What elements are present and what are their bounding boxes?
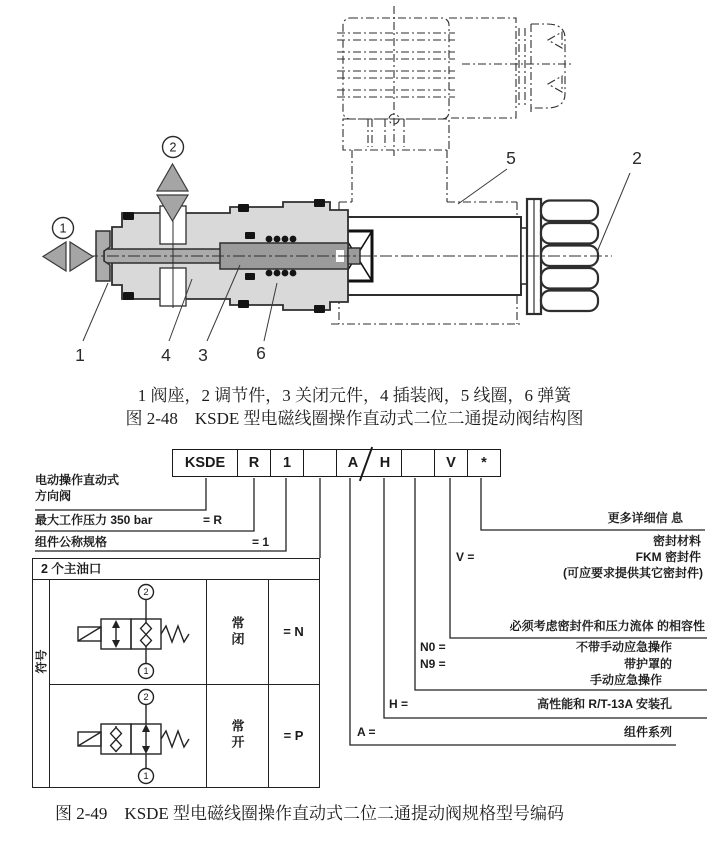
port-2-marker: 2 [169,140,177,155]
label-with-cover-line1: 带护罩的 [623,657,672,671]
callout-5: 5 [506,148,516,168]
label-with-cover-line2: 手动应急操作 [589,673,662,687]
callout-6: 6 [256,343,266,363]
code-a: A = [357,725,376,739]
code-1: = 1 [252,535,270,549]
port-1-marker: 1 [59,221,67,236]
symbol-table [32,558,320,788]
callout-1: 1 [75,345,85,365]
row-normally-open-name [206,684,268,786]
symbol-table-header: 2 个主油口 [41,562,102,576]
code-n0: N0 = [420,640,446,654]
label-max-pressure: 最大工作压力 350 bar [35,513,153,527]
poppet-diamonds [141,623,152,647]
label-component-series: 组件系列 [623,725,672,739]
code-box-a: A [336,450,369,476]
code-box-symbol [303,450,336,476]
hydraulic-symbol-normally-closed [51,583,204,682]
label-no-manual-override: 不带手动应急操作 [575,640,672,654]
symbol-port-2: 2 [143,587,149,599]
label-seal-optional: (可应要求提供其它密封件) [563,566,703,580]
symbol-port-1: 1 [143,771,149,783]
code-box-r: R [237,450,270,476]
figure-2-49-title: 图 2-49 KSDE 型电磁线圈操作直动式二位二通提动阀规格型号编码 [55,804,565,823]
code-box-manual [401,450,434,476]
code-box-ksde: KSDE [173,450,237,476]
callout-3: 3 [198,345,208,365]
ordering-code-boxes [172,449,501,477]
label-high-performance: 高性能和 R/T-13A 安装孔 [537,697,672,711]
callout-4: 4 [161,345,171,365]
symbol-port-1: 1 [143,666,149,678]
symbol-port-2: 2 [143,692,149,704]
label-more-info: 更多详细信 息 [607,511,683,525]
hydraulic-symbol-normally-open [51,688,204,787]
side-label-symbol: 符号 [34,649,49,674]
code-box-v: V [434,450,467,476]
code-n9: N9 = [420,657,446,671]
valve-structure-drawing [0,0,709,375]
figure-2-48-parts-caption: 1 阀座，2 调节件，3 关闭元件，4 插装阀，5 线圈，6 弹簧 [137,386,572,405]
code-h: H = [389,697,409,711]
callout-2: 2 [632,148,642,168]
label-nominal-size: 组件公称规格 [35,535,108,549]
label-valve-type-line1: 电动操作直动式 [35,473,120,487]
code-box-1: 1 [270,450,303,476]
code-v: V = [456,550,475,564]
code-p: = P [283,727,304,743]
label-fkm-seal: FKM 密封件 [635,550,701,564]
code-n: = N [283,624,304,639]
label-seal-material: 密封材料 [652,534,701,548]
code-r: = R [203,513,223,527]
code-box-h: H [369,450,401,476]
poppet-diamonds [111,728,122,752]
figure-2-48-title: 图 2-48 KSDE 型电磁线圈操作直动式二位二通提动阀结构图 [125,409,584,428]
normally-open-text: 常开 [229,719,245,751]
row-normally-closed-name [206,579,268,684]
normally-closed-text: 常闭 [229,615,245,648]
label-valve-type-line2: 方向阀 [35,489,72,503]
code-box-star: * [467,450,500,476]
label-seal-compatibility-note: 必须考虑密封件和压力流体 的相容性 [509,619,705,633]
